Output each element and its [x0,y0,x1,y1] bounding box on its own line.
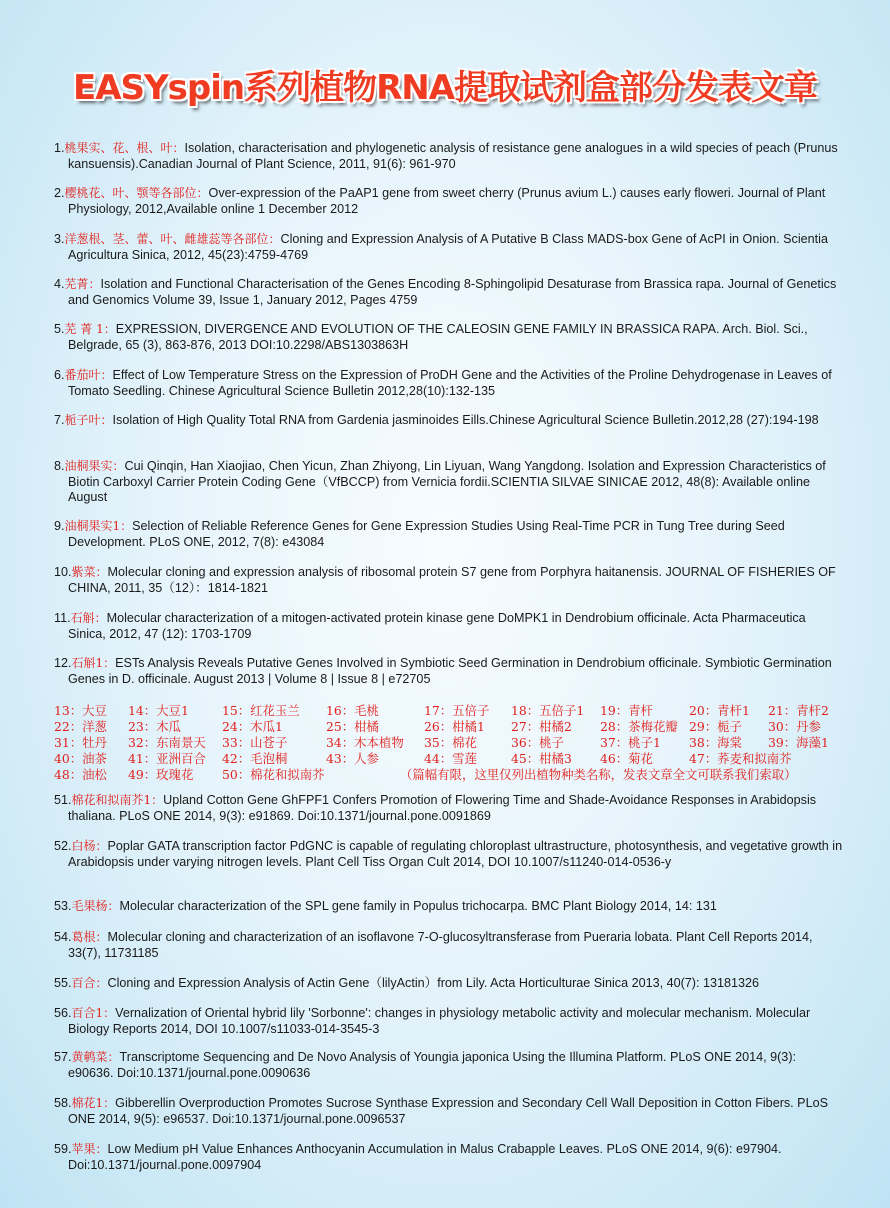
entry-source: 毛果杨： [71,899,120,913]
entry-citation: Upland Cotton Gene GhFPF1 Confers Promotion of Flowering Time and Shade-Avoidance Responses in Arabidopsis thaliana. PLoS ONE 2014, 9(3): e91869. Doi:10.1371/journal.pone.0091869 [68,793,817,823]
entry-number: 7. [54,413,65,427]
species-item: 40：油茶 [54,751,107,766]
species-item: 27：柑橘2 [511,719,572,734]
species-item: 14：大豆1 [128,703,189,718]
entry-citation: Gibberellin Overproduction Promotes Sucrose Synthase Expression and Secondary Cell Wall Deposition in Cotton Fibers. PLoS ONE 2014, 9(5): e96537. Doi:10.1371/journal.pone.0096537 [68,1096,828,1126]
species-item: 19：青杆 [600,703,653,718]
article-entry [54,1096,844,1127]
article-entry [54,519,844,550]
entry-source: 百合： [71,976,108,990]
entry-source: 苹果： [71,1142,108,1156]
species-item: 18：五倍子1 [511,703,585,718]
entry-number: 53. [54,899,72,913]
species-item: 42：毛泡桐 [222,751,288,766]
entry-number: 12. [54,656,72,670]
species-item: 32：东南景天 [128,735,206,750]
species-item: 39：海藻1 [768,735,829,750]
species-item: 41：亚洲百合 [128,751,206,766]
species-item: 30：丹参 [768,719,821,734]
species-item: 50：棉花和拟南芥 [222,767,325,782]
entry-source: 黄鹌菜： [71,1050,120,1064]
entry-citation: Isolation, characterisation and phylogenetic analysis of resistance gene analogues in a wild species of peach (Prunus kansuensis).Canadian Journal of Plant Science, 2011, 91(6): 961-970 [68,141,838,171]
entry-source: 油桐果实： [64,459,125,473]
species-row [54,751,854,767]
species-row [54,735,854,751]
species-row [54,719,854,735]
article-entry [54,611,844,642]
entry-number: 1. [54,141,65,155]
entry-citation: ESTs Analysis Reveals Putative Genes Involved in Symbiotic Seed Germination in Dendrobium officinale. Symbiotic Germination Genes in D. officinale. August 2013 | Volume 8 | Issue 8 | e72705 [68,656,832,686]
entry-source: 油桐果实1： [64,519,133,533]
article-entry [54,277,844,308]
species-item: 23：木瓜 [128,719,181,734]
entry-citation: Low Medium pH Value Enhances Anthocyanin Accumulation in Malus Crabapple Leaves. PLoS ONE 2014, 9(6): e97904. Doi:10.1371/journal.pone.0097904 [68,1142,782,1172]
entry-citation: Transcriptome Sequencing and De Novo Analysis of Youngia japonica Using the Illumina Platform. PLoS ONE 2014, 9(3): e90636. Doi:10.1371/journal.pone.0090636 [68,1050,797,1080]
article-entry [54,656,844,687]
entry-number: 56. [54,1006,72,1020]
entry-citation: Molecular cloning and characterization of an isoflavone 7-O-glucosyltransferase from Pueraria lobata. Plant Cell Reports 2014, 33(7), 11731185 [68,930,813,960]
species-item: 25：柑橘 [326,719,379,734]
entry-source: 芜菁： [64,277,101,291]
article-entry [54,930,844,961]
article-entry [54,413,844,429]
species-item: 15：红花玉兰 [222,703,300,718]
entry-number: 58. [54,1096,72,1110]
entry-number: 9. [54,519,65,533]
entry-number: 5. [54,322,65,336]
entry-citation: Vernalization of Oriental hybrid lily 'Sorbonne': changes in physiology metabolic activity and molecular mechanism. Molecular Biology Reports 2014, DOI 10.1007/s11033-014-3545-3 [68,1006,811,1036]
entry-citation: Cui Qinqin, Han Xiaojiao, Chen Yicun, Zhan Zhiyong, Lin Liyuan, Wang Yangdong. Isolation and Expression Characteristics of Biotin Carboxyl Carrier Protein Coding Gene（VfBCCP) from Vernicia fordii.SCIENTIA SILVAE SINICAE 2012, 48(8): Available online August [68,459,826,504]
species-item: 35：棉花 [424,735,477,750]
entry-number: 52. [54,839,72,853]
entry-source: 石斛： [70,611,107,625]
entry-number: 55. [54,976,72,990]
article-entry [54,322,844,353]
species-item: 34：木本植物 [326,735,404,750]
species-item: 44：雪莲 [424,751,477,766]
entry-citation: Effect of Low Temperature Stress on the Expression of ProDH Gene and the Activities of the Proline Dehydrogenase in Leaves of Tomato Seedling. Chinese Agricultural Science Bulletin 2012,28(10):132-135 [68,368,832,398]
entry-number: 8. [54,459,65,473]
species-item: 46：菊花 [600,751,653,766]
entry-number: 11. [54,611,71,625]
entry-citation: Isolation and Functional Characterisation of the Genes Encoding 8-Sphingolipid Desaturase from Brassica rapa. Journal of Genetics and Genomics Volume 39, Issue 1, January 2012, Pages 4759 [68,277,837,307]
species-row [54,703,854,719]
entry-citation: Over-expression of the PaAP1 gene from sweet cherry (Prunus avium L.) causes early floweri. Journal of Plant Physiology, 2012,Available online 1 December 2012 [68,186,826,216]
entry-citation: Isolation of High Quality Total RNA from Gardenia jasminoides Eills.Chinese Agricultural Science Bulletin.2012,28 (27):194-198 [112,413,819,427]
entry-source: 棉花和拟南芥1： [71,793,164,807]
article-entry [54,1050,844,1081]
entry-citation: Molecular characterization of the SPL gene family in Populus trichocarpa. BMC Plant Biology 2014, 14: 131 [119,899,717,913]
species-item: 17：五倍子 [424,703,490,718]
entry-number: 3. [54,232,65,246]
species-item: 13：大豆 [54,703,107,718]
entry-source: 百合1： [71,1006,116,1020]
entry-source: 葛根： [71,930,108,944]
article-entry [54,976,844,992]
species-list [54,703,854,783]
entry-number: 4. [54,277,65,291]
article-entry [54,141,844,172]
species-row [54,767,854,783]
species-item: 38：海棠 [689,735,742,750]
article-entry [54,459,844,506]
entry-citation: EXPRESSION, DIVERGENCE AND EVOLUTION OF THE CALEOSIN GENE FAMILY IN BRASSICA RAPA. Arch. Biol. Sci., Belgrade, 65 (3), 863-876, 2013 DOI:10.2298/ABS1303863H [68,322,808,352]
entry-source: 番茄叶： [64,368,113,382]
species-item: 37：桃子1 [600,735,661,750]
entry-source: 樱桃花、叶、颚等各部位： [64,186,209,200]
species-item: 45：柑橘3 [511,751,572,766]
entry-number: 57. [54,1050,72,1064]
entry-source: 栀子叶： [64,413,113,427]
entry-citation: Molecular characterization of a mitogen-activated protein kinase gene DoMPK1 in Dendrobium officinale. Acta Pharmaceutica Sinica, 2012, 47 (12): 1703-1709 [68,611,806,641]
article-entry [54,565,844,596]
entry-number: 51. [54,793,72,807]
species-item: 21：青杆2 [768,703,829,718]
article-entry [54,1142,844,1173]
species-item: 24：木瓜1 [222,719,283,734]
entry-source: 棉花1： [71,1096,116,1110]
species-note: （篇幅有限，这里仅列出植物种类名称，发表文章全文可联系我们索取） [400,767,797,782]
entry-source: 白杨： [71,839,108,853]
page-title: EASYspin系列植物RNA提取试剂盒部分发表文章 [72,68,818,108]
species-item: 48：油松 [54,767,107,782]
article-entry [54,1006,844,1037]
entry-source: 紫菜： [71,565,108,579]
species-item: 28：茶梅花瓣 [600,719,678,734]
article-entry [54,232,844,263]
article-entry [54,839,844,870]
entry-source: 桃果实、花、根、叶： [64,141,185,155]
entry-citation: Molecular cloning and expression analysis of ribosomal protein S7 gene from Porphyra haitanensis. JOURNAL OF FISHERIES OF CHINA, 2011, 35（12）：1814-1821 [68,565,836,595]
species-item: 29：栀子 [689,719,742,734]
species-item: 31：牡丹 [54,735,107,750]
species-item: 49：玫瑰花 [128,767,194,782]
entry-number: 54. [54,930,72,944]
species-item: 20：青杆1 [689,703,750,718]
entry-number: 2. [54,186,65,200]
entry-source: 石斛1： [71,656,116,670]
entry-number: 59. [54,1142,72,1156]
entry-citation: Selection of Reliable Reference Genes for Gene Expression Studies Using Real-Time PCR in Tung Tree during Seed Development. PLoS ONE, 2012, 7(8): e43084 [68,519,785,549]
article-entry [54,186,844,217]
entry-number: 6. [54,368,65,382]
article-entry [54,899,844,915]
entry-citation: Cloning and Expression Analysis of Actin Gene（lilyActin）from Lily. Acta Horticulturae Sinica 2013, 40(7): 13181326 [107,976,760,990]
species-item: 22：洋葱 [54,719,107,734]
entry-citation: Cloning and Expression Analysis of A Putative B Class MADS-box Gene of AcPI in Onion. Scientia Agricultura Sinica, 2012, 45(23):4759-4769 [68,232,828,262]
article-entry [54,793,844,824]
entry-source: 芜 菁 1： [64,322,116,336]
entry-citation: Poplar GATA transcription factor PdGNC is capable of regulating chloroplast ultrastructure, photosynthesis, and vegetative growth in Arabidopsis under varying nitrogen levels. Plant Cell Tiss Organ Cult 2014, DOI 10.1007/s11240-014-0536-y [68,839,843,869]
species-item: 16：毛桃 [326,703,379,718]
species-item: 26：柑橘1 [424,719,485,734]
species-item: 33：山苍子 [222,735,288,750]
species-item: 43：人参 [326,751,379,766]
entry-number: 10. [54,565,72,579]
entry-source: 洋葱根、茎、蕾、叶、雌雄蕊等各部位： [64,232,281,246]
species-item: 47：荞麦和拟南芥 [689,751,792,766]
species-item: 36：桃子 [511,735,564,750]
article-entry [54,368,844,399]
